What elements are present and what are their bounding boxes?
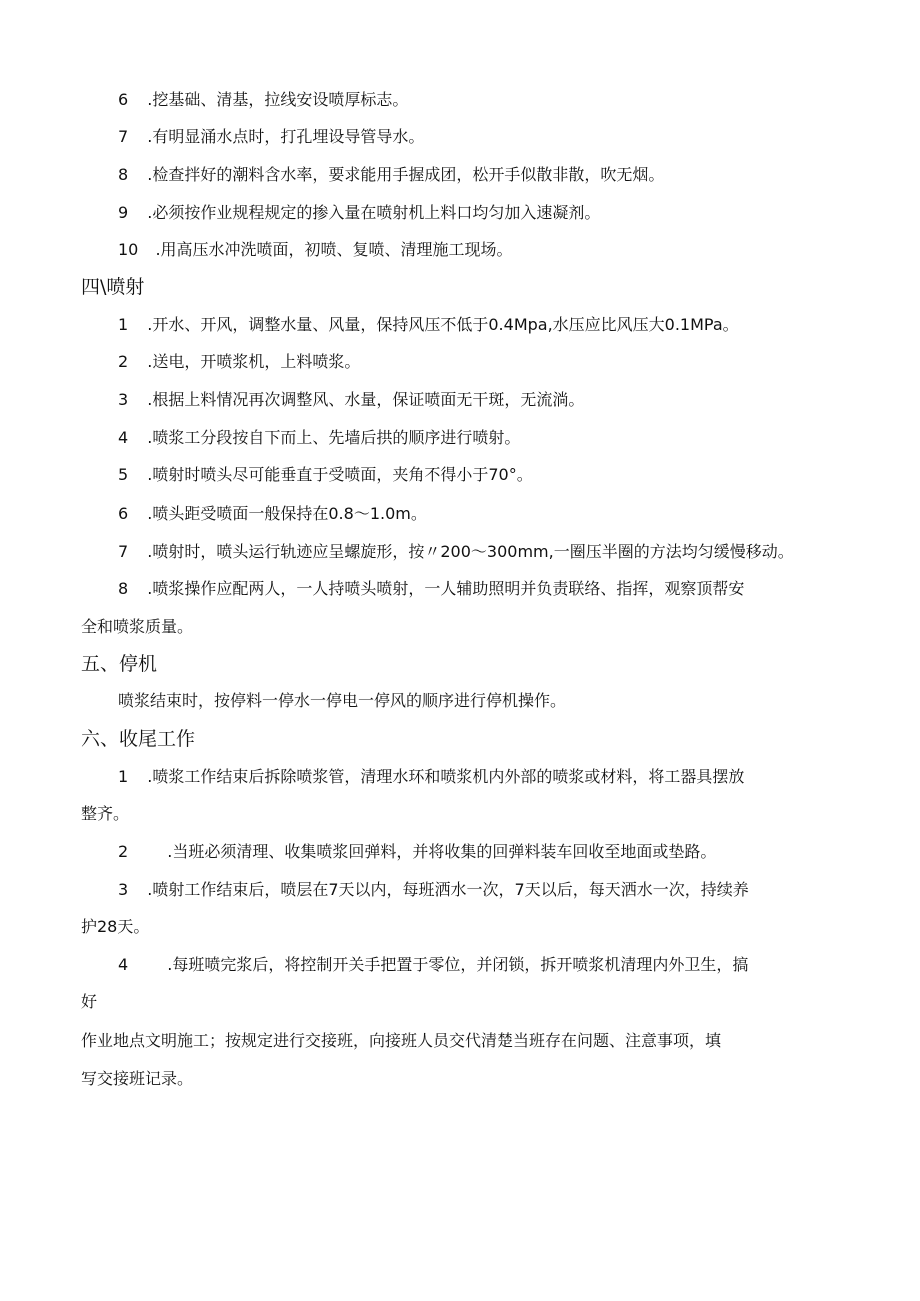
item-number: 4 (118, 955, 129, 974)
item-number: 8 (118, 165, 129, 184)
list-item (118, 841, 716, 863)
item-number: 6 (118, 504, 129, 523)
item-text: .送电，开喷浆机，上料喷浆。 (147, 352, 361, 371)
item-number: 7 (118, 127, 129, 146)
list-item-continuation: 整齐。 (81, 804, 130, 823)
item-text: .挖基础、清基，拉线安设喷厚标志。 (147, 90, 409, 109)
list-item (118, 954, 748, 976)
item-text: .根据上料情况再次调整风、水量，保证喷面无干斑，无流淌。 (147, 390, 585, 409)
item-text: .喷浆操作应配两人，一人持喷头喷射，一人辅助照明并负责联络、指挥，观察顶帮安 (147, 579, 745, 598)
item-text: .当班必须清理、收集喷浆回弹料，并将收集的回弹料装车回收至地面或垫路。 (167, 842, 717, 861)
list-item (118, 464, 533, 486)
item-number: 1 (118, 315, 129, 334)
item-text: .喷浆工作结束后拆除喷浆管，清理水环和喷浆机内外部的喷浆或材料，将工器具摆放 (147, 767, 745, 786)
list-item-continuation: 作业地点文明施工；按规定进行交接班，向接班人员交代清楚当班存在问题、注意事项，填 (81, 1031, 722, 1050)
item-number: 2 (118, 842, 129, 861)
item-text: .必须按作业规程规定的掺入量在喷射机上料口均匀加入速凝剂。 (147, 203, 601, 222)
item-text: .开水、开风，调整水量、风量，保持风压不低于0.4Mpa,水压应比风压大0.1MPa。 (147, 315, 739, 334)
item-text: .用高压水冲洗喷面，初喷、复喷、清理施工现场。 (155, 240, 513, 259)
section-heading: 四\喷射 (81, 276, 145, 298)
list-item (118, 202, 600, 224)
item-number: 3 (118, 390, 129, 409)
list-item (118, 578, 744, 600)
list-item (118, 351, 360, 373)
list-item (118, 766, 744, 788)
list-item (118, 503, 427, 525)
item-number: 8 (118, 579, 129, 598)
list-item-continuation: 写交接班记录。 (81, 1069, 194, 1088)
item-text: .喷射工作结束后，喷层在7天以内，每班洒水一次，7天以后，每天洒水一次，持续养 (147, 880, 749, 899)
list-item (118, 389, 584, 411)
list-item (118, 314, 739, 336)
list-item-continuation: 好 (81, 992, 98, 1011)
item-text: .每班喷完浆后，将控制开关手把置于零位，并闭锁，拆开喷浆机清理内外卫生，搞 (167, 955, 749, 974)
item-number: 5 (118, 465, 129, 484)
item-text: .喷射时喷头尽可能垂直于受喷面，夹角不得小于70°。 (147, 465, 533, 484)
item-text: .喷射时，喷头运行轨迹应呈螺旋形，按〃200〜300mm,一圈压半圈的方法均匀缓慢移动。 (147, 542, 794, 561)
item-number: 2 (118, 352, 129, 371)
item-number: 6 (118, 90, 129, 109)
list-item-continuation: 全和喷浆质量。 (81, 617, 194, 636)
item-number: 3 (118, 880, 129, 899)
list-item (118, 164, 664, 186)
list-item (118, 239, 513, 261)
paragraph: 喷浆结束时，按停料一停水一停电一停风的顺序进行停机操作。 (118, 691, 567, 710)
item-number: 9 (118, 203, 129, 222)
list-item (118, 126, 424, 148)
item-number: 10 (118, 240, 139, 259)
list-item (118, 427, 520, 449)
item-number: 7 (118, 542, 129, 561)
list-item (118, 879, 749, 901)
section-heading: 五、停机 (81, 653, 158, 675)
section-heading: 六、收尾工作 (81, 728, 196, 750)
list-item (118, 89, 408, 111)
item-text: .喷浆工分段按自下而上、先墙后拱的顺序进行喷射。 (147, 428, 521, 447)
item-text: .有明显涌水点时，打孔埋设导管导水。 (147, 127, 425, 146)
item-text: .检查拌好的潮料含水率，要求能用手握成团，松开手似散非散，吹无烟。 (147, 165, 665, 184)
list-item (118, 541, 794, 563)
list-item-continuation: 护28天。 (81, 917, 150, 936)
item-number: 1 (118, 767, 129, 786)
item-text: .喷头距受喷面一般保持在0.8〜1.0m。 (147, 504, 427, 523)
item-number: 4 (118, 428, 129, 447)
